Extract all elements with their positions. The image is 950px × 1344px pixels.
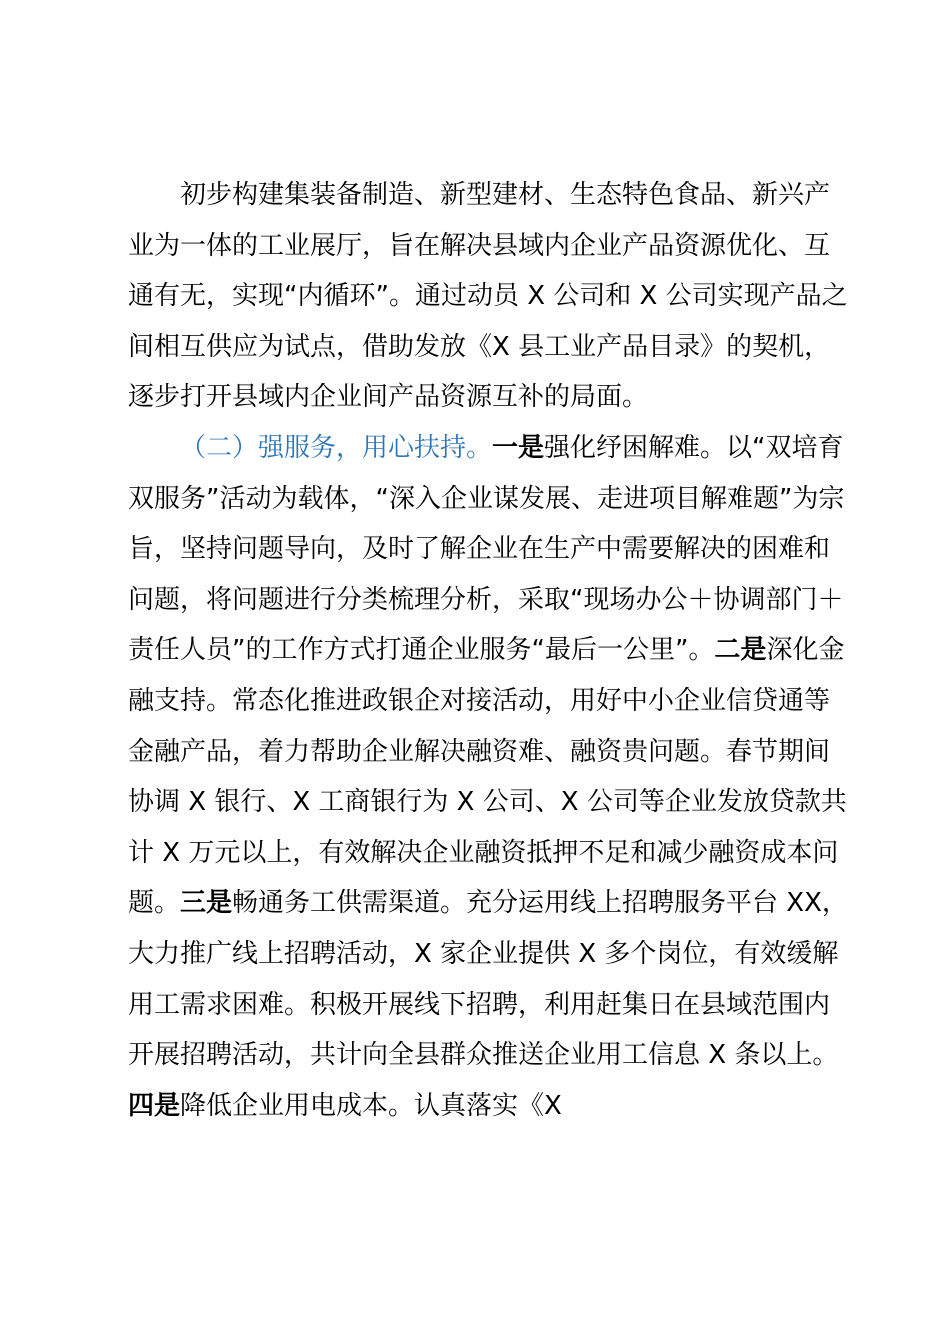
- paragraph1-line: 逐步打开县域内企业间产品资源互补的局面。: [128, 382, 649, 413]
- paragraph2-line: 用工需求困难。积极开展线下招聘，利用赶集日在县域范围内: [128, 989, 831, 1020]
- section-heading: （二）强服务，用心扶持。: [180, 432, 493, 463]
- paragraph1-line: 初步构建集装备制造、新型建材、生态特色食品、新兴产: [180, 180, 831, 210]
- paragraph2-line: 金融产品，着力帮助企业解决融资难、融资贵问题。春节期间: [128, 736, 831, 767]
- paragraph2-line: 双服务”活动为载体，“深入企业谋发展、走进项目解难题”为宗: [128, 483, 845, 514]
- paragraph-exhibition-hall: [128, 170, 848, 423]
- paragraph1-line: 通有无，实现“内循环”。通过动员 X 公司和 X 公司实现产品之: [128, 281, 848, 312]
- point-label-four: 四是: [128, 1090, 181, 1121]
- paragraph2-text: 责任人员”的工作方式打通企业服务“最后一公里”。: [128, 635, 715, 666]
- paragraph1-line: 业为一体的工业展厅，旨在解决县域内企业产品资源优化、互: [128, 230, 831, 261]
- paragraph-strengthen-service: [128, 423, 848, 1131]
- paragraph2-text: 畅通务工供需渠道。充分运用线上招聘服务平台 XX，: [232, 888, 848, 919]
- paragraph2-line: [128, 625, 845, 676]
- paragraph2-line: [128, 878, 848, 929]
- paragraph2-line: [128, 1081, 838, 1132]
- document-body: [128, 170, 848, 1131]
- paragraph2-text: 强化纾困解难。以“双培育: [544, 432, 844, 463]
- point-label-one: 一是: [492, 432, 545, 463]
- paragraph2-text: 题。: [128, 888, 181, 919]
- paragraph2-line: 融支持。常态化推进政银企对接活动，用好中小企业信贷通等: [128, 685, 831, 716]
- paragraph2-line: 计 X 万元以上，有效解决企业融资抵押不足和减少融资成本问: [128, 837, 839, 868]
- paragraph2-line: 协调 X 银行、X 工商银行为 X 公司、X 公司等企业发放贷款共: [128, 787, 847, 818]
- paragraph2-line: 开展招聘活动，共计向全县群众推送企业用工信息 X 条以上。: [128, 1040, 839, 1071]
- paragraph2-line: 问题，将问题进行分类梳理分析，采取“现场办公＋协调部门＋: [128, 584, 844, 615]
- paragraph2-line: [128, 423, 844, 474]
- paragraph2-line: 大力推广线上招聘活动，X 家企业提供 X 多个岗位，有效缓解: [128, 938, 839, 969]
- paragraph2-text: 降低企业用电成本。认真落实《X: [180, 1090, 562, 1121]
- paragraph2-line: 旨，坚持问题导向，及时了解企业在生产中需要解决的困难和: [128, 534, 831, 565]
- point-label-two: 二是: [714, 635, 767, 666]
- paragraph2-text: 深化金: [766, 635, 845, 666]
- point-label-three: 三是: [180, 888, 233, 919]
- paragraph1-line: 间相互供应为试点，借助发放《X 县工业产品目录》的契机，: [128, 331, 831, 362]
